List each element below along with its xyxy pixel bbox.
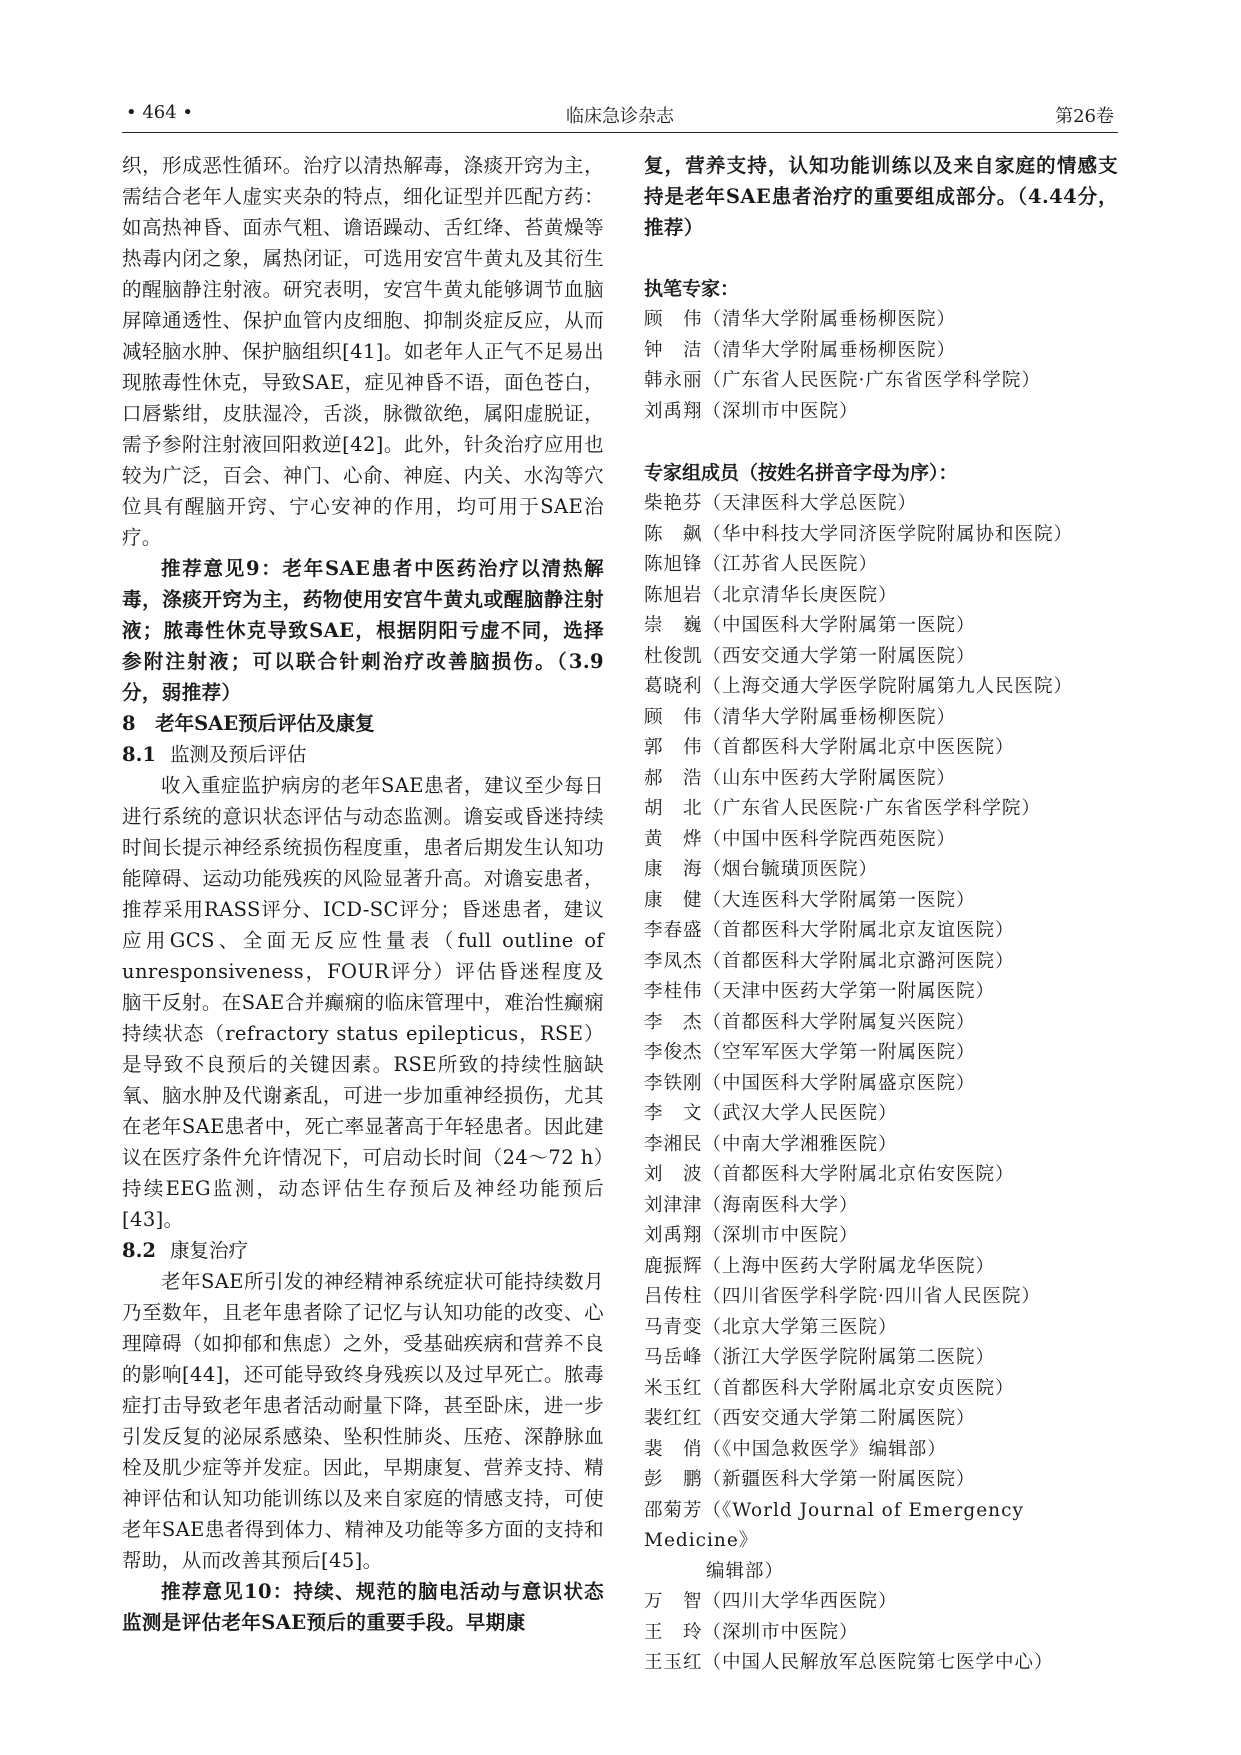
section-title: 监测及预后评估 — [169, 743, 307, 766]
recommendation-10-continued: 复，营养支持，认知功能训练以及来自家庭的情感支持是老年SAE患者治疗的重要组成部分。（4.44分，推荐） — [644, 154, 1118, 239]
member-entry: 李春盛（首都医科大学附属北京友谊医院） — [644, 920, 1015, 941]
member-entry: 李铁刚（中国医科大学附属盛京医院） — [644, 1072, 976, 1094]
member-entry: 陈旭岩（北京清华长庚医院） — [644, 584, 898, 606]
volume-number: 第26卷 — [1055, 106, 1114, 127]
member-entry: 李俊杰（空军军医大学第一附属医院） — [644, 1042, 976, 1063]
member-entry: 王玉红（中国人民解放军总医院第七医学中心） — [644, 1652, 1054, 1673]
member-entry: 李 文（武汉大学人民医院） — [644, 1103, 898, 1124]
member-entry: 顾 伟（清华大学附属垂杨柳医院） — [644, 706, 957, 728]
expert-group-label: 专家组成员（按姓名拼音字母为序）： — [644, 462, 958, 484]
recommendation-9: 推荐意见9：老年SAE患者中医药治疗以清热解毒，涤痰开窍为主，药物使用安宫牛黄丸或醒脑静注射液；脓毒性休克导致SAE，根据阴阳亏虚不同，选择参附注射液；可以联合针刺治疗改善脑损伤。（3.9分，弱推荐） — [122, 557, 604, 704]
member-entry: 康 海（烟台毓璜顶医院） — [644, 859, 879, 880]
member-entry: 万 智（四川大学华西医院） — [644, 1591, 898, 1612]
member-entry: 吕传柱（四川省医学科学院·四川省人民医院） — [644, 1286, 1041, 1307]
member-entry: 康 健（大连医科大学附属第一医院） — [644, 889, 976, 911]
member-entry: 黄 烨（中国中医科学院西苑医院） — [644, 828, 957, 850]
running-header — [122, 98, 1118, 133]
member-entry: 李 杰（首都医科大学附属复兴医院） — [644, 1011, 976, 1033]
writing-experts-list — [644, 305, 1118, 427]
member-entry: 米玉红（首都医科大学附属北京安贞医院） — [644, 1377, 1015, 1399]
section-8-1-heading — [122, 739, 604, 770]
expert-entry: 韩永丽（广东省人民医院·广东省医学科学院） — [644, 370, 1041, 391]
page-number: • 464 • — [126, 102, 194, 123]
rehabilitation-paragraph: 老年SAE所引发的神经精神系统症状可能持续数月乃至数年，且老年患者除了记忆与认知功能的改变、心理障碍（如抑郁和焦虑）之外，受基础疾病和营养不良的影响[44]，还可能导致终身残疾以及过早死亡。脓毒症打击导致老年患者活动耐量下降，甚至卧床，进一步引发反复的泌尿系感染、坠积性肺炎、压疮、深静脉血栓及肌少症等并发症。因此，早期康复、营养支持、精神评估和认知功能训练以及来自家庭的情感支持，可使老年SAE患者得到体力、精神及功能等多方面的支持和帮助，从而改善其预后[45]。 — [122, 1270, 604, 1572]
member-entry: 裴红红（西安交通大学第二附属医院） — [644, 1408, 976, 1429]
expert-entry: 刘禹翔（深圳市中医院） — [644, 400, 859, 422]
tcm-treatment-paragraph: 织，形成恶性循环。治疗以清热解毒，涤痰开窍为主，需结合老年人虚实夹杂的特点，细化证型并匹配方药：如高热神昏、面赤气粗、谵语躁动、舌红绛、苔黄燥等热毒内闭之象，属热闭证，可选用安宫牛黄丸及其衍生的醒脑静注射液。研究表明，安宫牛黄丸能够调节血脑屏障通透性、保护血管内皮细胞、抑制炎症反应，从而减轻脑水肿、保护脑组织[41]。如老年人正气不足易出现脓毒性休克，导致SAE，症见神昏不语，面色苍白，口唇紫绀，皮肤湿冷，舌淡，脉微欲绝，属阳虚脱证，需予参附注射液回阳救逆[42]。此外，针灸治疗应用也较为广泛，百会、神门、心俞、神庭、内关、水沟等穴位具有醒脑开窍、宁心安神的作用，均可用于SAE治疗。 — [122, 154, 604, 549]
journal-title: 临床急诊杂志 — [566, 106, 674, 127]
member-entry: 柴艳芬（天津医科大学总医院） — [644, 493, 918, 514]
member-entry: 刘 波（首都医科大学附属北京佑安医院） — [644, 1164, 1015, 1185]
member-entry: 李桂伟（天津中医药大学第一附属医院） — [644, 981, 996, 1002]
member-entry: 裴 俏（《中国急救医学》编辑部） — [644, 1438, 947, 1460]
member-entry: 李湘民（中南大学湘雅医院） — [644, 1133, 898, 1155]
member-entry: 刘津津（海南医科大学） — [644, 1194, 859, 1216]
member-entry: 胡 北（广东省人民医院·广东省医学科学院） — [644, 798, 1041, 819]
section-number: 8.1 — [122, 743, 156, 766]
member-entry: 郝 浩（山东中医药大学附属医院） — [644, 767, 957, 789]
member-entry: 马青变（北京大学第三医院） — [644, 1316, 898, 1338]
member-entry: 刘禹翔（深圳市中医院） — [644, 1225, 859, 1246]
member-entry: 陈旭锋（江苏省人民医院） — [644, 554, 879, 575]
member-entry: 陈 飙（华中科技大学同济医学院附属协和医院） — [644, 523, 1074, 545]
section-8-2-heading — [122, 1235, 604, 1266]
member-entry-line1: 邵菊芳（《World Journal of Emergency Medicine》 — [644, 1499, 1024, 1551]
member-entry: 鹿振辉（上海中医药大学附属龙华医院） — [644, 1255, 996, 1277]
member-entry — [644, 1496, 1118, 1588]
expert-entry: 钟 洁（清华大学附属垂杨柳医院） — [644, 339, 957, 361]
expert-group-list — [644, 489, 1118, 1679]
member-entry: 郭 伟（首都医科大学附属北京中医医院） — [644, 737, 1015, 758]
expert-entry: 顾 伟（清华大学附属垂杨柳医院） — [644, 309, 957, 330]
member-entry-line2: 编辑部） — [706, 1560, 785, 1582]
member-entry: 杜俊凯（西安交通大学第一附属医院） — [644, 645, 976, 667]
right-column — [644, 150, 1118, 1679]
member-entry: 李凤杰（首都医科大学附属北京潞河医院） — [644, 950, 1015, 972]
writing-experts-label: 执笔专家： — [644, 278, 740, 300]
member-entry: 彭 鹏（新疆医科大学第一附属医院） — [644, 1469, 976, 1490]
section-title: 康复治疗 — [169, 1239, 248, 1262]
monitoring-paragraph: 收入重症监护病房的老年SAE患者，建议至少每日进行系统的意识状态评估与动态监测。谵妄或昏迷持续时间长提示神经系统损伤程度重，患者后期发生认知功能障碍、运动功能残疾的风险显著升高。对谵妄患者，推荐采用RASS评分、ICD-SC评分；昏迷患者，建议应用GCS、全面无反应性量表（full outline of unresponsiveness，FOUR评分）评估昏迷程度及脑干反射。在SAE合并癫痫的临床管理中，难治性癫痫持续状态（refractory status epilepticus，RSE）是导致不良预后的关键因素。RSE所致的持续性脑缺氧、脑水肿及代谢紊乱，可进一步加重神经损伤，尤其在老年SAE患者中，死亡率显著高于年轻患者。因此建议在医疗条件允许情况下，可启动长时间（24～72 h）持续EEG监测，动态评估生存预后及神经功能预后[43]。 — [122, 774, 604, 1231]
member-entry: 王 玲（深圳市中医院） — [644, 1621, 859, 1643]
left-column — [122, 150, 604, 1638]
recommendation-10: 推荐意见10：持续、规范的脑电活动与意识状态监测是评估老年SAE预后的重要手段。早期康 — [122, 1580, 604, 1634]
section-number: 8.2 — [122, 1239, 156, 1262]
member-entry: 崇 巍（中国医科大学附属第一医院） — [644, 615, 976, 636]
member-entry: 葛晓利（上海交通大学医学院附属第九人民医院） — [644, 676, 1074, 697]
section-8-heading: 8 老年SAE预后评估及康复 — [122, 712, 375, 735]
member-entry: 马岳峰（浙江大学医学院附属第二医院） — [644, 1347, 996, 1368]
